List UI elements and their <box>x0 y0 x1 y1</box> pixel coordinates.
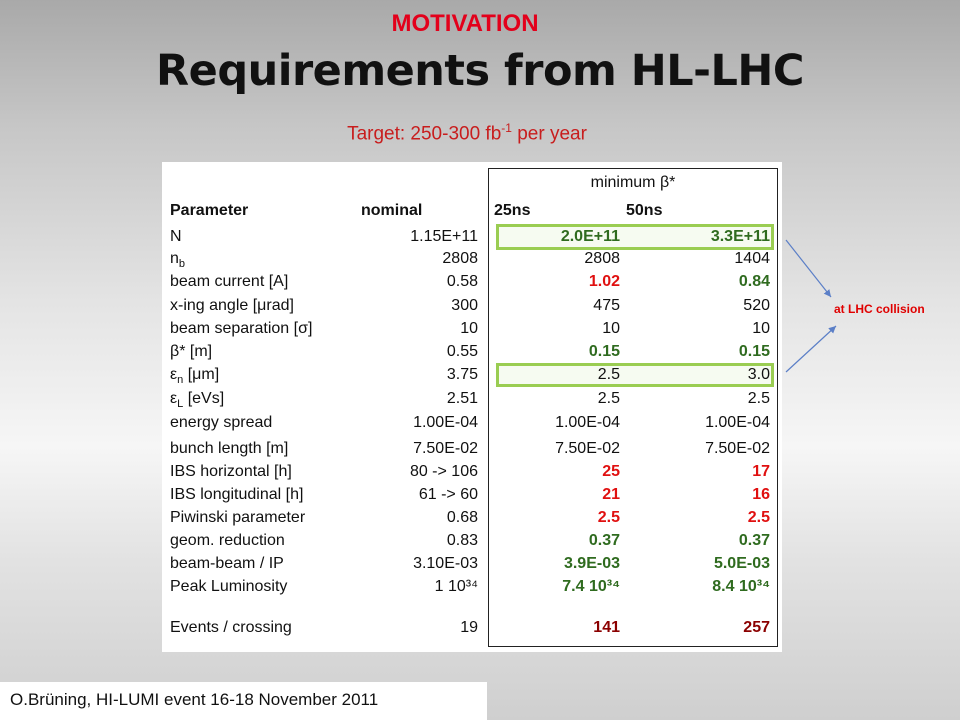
row-25ns: 2.5 <box>597 366 620 383</box>
row-25ns: 2.0E+11 <box>560 228 620 245</box>
row-50ns: 1404 <box>734 250 770 267</box>
row-50ns: 7.50E-02 <box>705 440 770 457</box>
row-25ns: 10 <box>602 320 620 337</box>
row-50ns: 2.5 <box>747 509 770 526</box>
row-parameter-symbol: beam-beam / IP <box>170 555 284 572</box>
row-parameter-symbol: beam current [A] <box>170 273 289 290</box>
row-nominal: 0.68 <box>446 509 478 526</box>
row-25ns: 3.9E-03 <box>563 555 620 572</box>
row-parameter-symbol: n <box>170 250 179 267</box>
row-nominal: 1.15E+11 <box>410 228 478 245</box>
row-50ns: 3.0 <box>747 366 770 383</box>
header-parameter: Parameter <box>170 202 249 219</box>
row-50ns: 10 <box>752 320 770 337</box>
row-50ns: 2.5 <box>747 390 770 407</box>
target-exponent: -1 <box>501 121 512 135</box>
slide-title: Requirements from HL-LHC <box>156 46 804 96</box>
footer-credit: O.Brüning, HI-LUMI event 16-18 November 2011 <box>10 690 379 709</box>
minimum-beta-header: minimum β* <box>590 174 676 191</box>
row-parameter-symbol: bunch length [m] <box>170 440 289 457</box>
footer-bar <box>0 682 487 720</box>
row-parameter-symbol: IBS longitudinal [h] <box>170 486 304 503</box>
row-parameter-unit: [μm] <box>183 366 220 383</box>
row-nominal: 2.51 <box>446 390 478 407</box>
arrow-from-n <box>786 240 831 297</box>
row-nominal: 1 10³⁴ <box>434 578 478 595</box>
row-25ns: 7.4 10³⁴ <box>562 578 620 595</box>
row-parameter-subscript: n <box>177 374 184 387</box>
row-nominal: 0.58 <box>446 273 478 290</box>
row-nominal: 3.10E-03 <box>413 555 478 572</box>
arrow-from-emittance <box>786 326 836 372</box>
row-25ns: 2.5 <box>597 390 620 407</box>
row-50ns: 0.37 <box>738 532 770 549</box>
row-50ns: 17 <box>752 463 770 480</box>
row-50ns: 257 <box>743 619 770 636</box>
row-parameter-symbol: Piwinski parameter <box>170 509 306 526</box>
header-nominal: nominal <box>361 202 423 219</box>
section-kicker: MOTIVATION <box>391 10 539 37</box>
row-nominal: 0.83 <box>446 532 478 549</box>
row-25ns: 2.5 <box>597 509 620 526</box>
target-text: Target: 250-300 fb <box>347 123 502 145</box>
row-25ns: 7.50E-02 <box>555 440 620 457</box>
row-50ns: 520 <box>743 297 770 314</box>
row-50ns: 5.0E-03 <box>713 555 770 572</box>
row-25ns: 475 <box>593 297 620 314</box>
row-25ns: 21 <box>602 486 620 503</box>
row-parameter-symbol: ε <box>170 366 178 383</box>
row-parameter-symbol: Peak Luminosity <box>170 578 288 595</box>
row-50ns: 16 <box>752 486 770 503</box>
row-25ns: 141 <box>593 619 620 636</box>
target-suffix: per year <box>511 123 587 145</box>
row-parameter-symbol: x-ing angle [μrad] <box>170 297 294 314</box>
row-parameter-symbol: geom. reduction <box>170 532 285 549</box>
row-nominal: 61 -> 60 <box>418 486 478 503</box>
row-50ns: 1.00E-04 <box>705 414 770 431</box>
row-parameter-symbol: Events / crossing <box>170 619 292 636</box>
row-parameter-symbol: N <box>170 228 182 245</box>
row-parameter-subscript: L <box>177 398 184 411</box>
row-50ns: 0.84 <box>738 273 770 290</box>
row-25ns: 2808 <box>584 250 620 267</box>
row-parameter-symbol: beam separation [σ] <box>170 320 313 337</box>
collision-annotation: at LHC collision <box>834 302 925 316</box>
row-50ns: 8.4 10³⁴ <box>712 578 770 595</box>
row-nominal: 10 <box>460 320 478 337</box>
row-25ns: 1.02 <box>588 273 620 290</box>
row-nominal: 3.75 <box>446 366 478 383</box>
header-50ns: 50ns <box>626 202 663 219</box>
row-parameter-symbol: ε <box>170 390 178 407</box>
row-25ns: 1.00E-04 <box>555 414 620 431</box>
row-25ns: 25 <box>602 463 620 480</box>
row-nominal: 1.00E-04 <box>413 414 478 431</box>
row-nominal: 7.50E-02 <box>413 440 478 457</box>
row-25ns: 0.37 <box>588 532 620 549</box>
row-nominal: 0.55 <box>446 343 478 360</box>
row-parameter-subscript: b <box>178 258 186 271</box>
row-nominal: 2808 <box>442 250 478 267</box>
header-25ns: 25ns <box>494 202 531 219</box>
row-nominal: 19 <box>460 619 478 636</box>
row-parameter-symbol: β* [m] <box>170 343 213 360</box>
row-nominal: 300 <box>451 297 478 314</box>
row-nominal: 80 -> 106 <box>409 463 478 480</box>
row-parameter-symbol: energy spread <box>170 414 273 431</box>
row-50ns: 0.15 <box>738 343 770 360</box>
row-parameter-symbol: IBS horizontal [h] <box>170 463 292 480</box>
row-25ns: 0.15 <box>588 343 620 360</box>
row-parameter-unit: [eVs] <box>183 390 225 407</box>
row-50ns: 3.3E+11 <box>710 228 770 245</box>
